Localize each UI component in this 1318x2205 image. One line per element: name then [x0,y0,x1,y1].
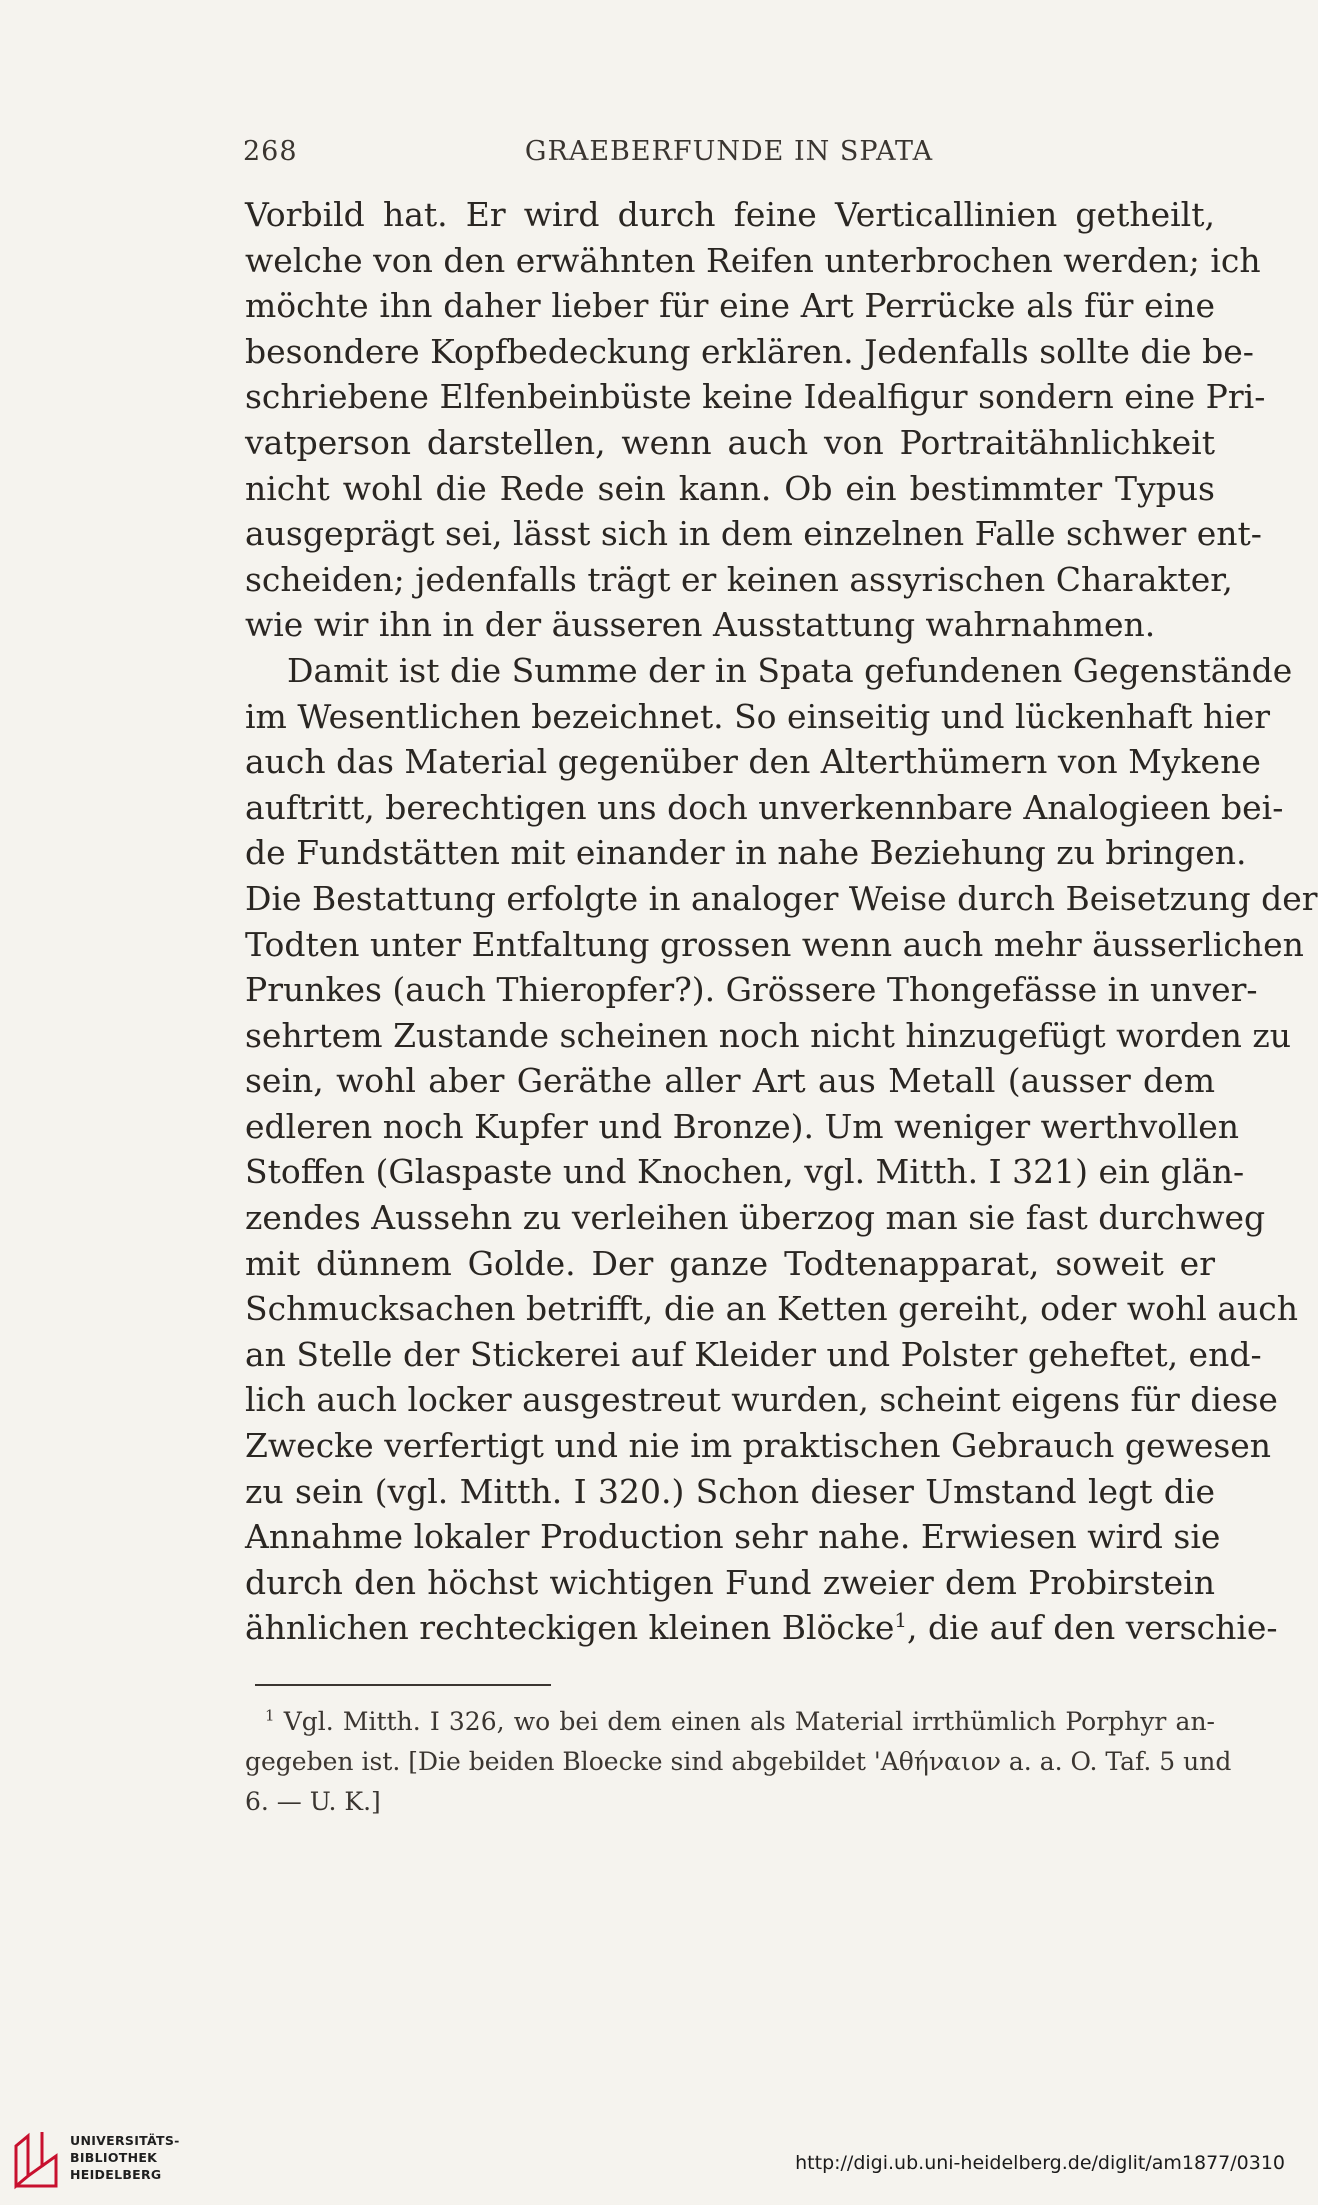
text-line: möchte ihn daher lieber für eine Art Perrücke als für eine [245,286,1215,326]
footnote-line: gegeben ist. [Die beiden Bloecke sind abgebildet 'Αθήναιον a. a. O. Taf. 5 und [245,1747,1232,1776]
library-name [70,2132,180,2183]
library-name-line: UNIVERSITÄTS- [70,2133,180,2148]
text-line: durch den höchst wichtigen Fund zweier dem Probirstein [245,1562,1215,1602]
text-line: zu sein (vgl. Mitth. I 320.) Schon dieser Umstand legt die [245,1471,1215,1511]
footnote-line [245,1702,1215,1742]
text-line: scheiden; jedenfalls trägt er keinen assyrischen Charakter, [245,559,1233,599]
text-line: auftritt, berechtigen uns doch unverkennbare Analogieen bei- [245,787,1284,827]
text-line: an Stelle der Stickerei auf Kleider und Polster geheftet, end- [245,1334,1262,1374]
text-line: Die Bestattung erfolgte in analoger Weise durch Beisetzung der [245,878,1318,918]
text-line: Zwecke verfertigt und nie im praktischen Gebrauch gewesen [245,1426,1272,1466]
text-line: nicht wohl die Rede sein kann. Ob ein bestimmter Typus [245,468,1215,508]
text-line: Vorbild hat. Er wird durch feine Verticallinien getheilt, [245,195,1215,234]
text-line: Prunkes (auch Thieropfer?). Grössere Thongefässe in unver- [245,970,1258,1010]
text-line: schriebene Elfenbeinbüste keine Idealfigur sondern eine Pri- [245,377,1266,417]
text-line: wie wir ihn in der äusseren Ausstattung wahrnahmen. [245,605,1156,645]
text-fragment: , die auf den verschie- [907,1608,1278,1648]
library-name-line: HEIDELBERG [70,2167,162,2182]
page-header [243,136,1215,176]
text-line: Stoffen (Glaspaste und Knochen, vgl. Mitth. I 321) ein glän- [245,1152,1245,1192]
body-text [245,192,1318,1651]
text-line [245,1605,1278,1651]
text-line: edleren noch Kupfer und Bronze). Um weniger werthvollen [245,1106,1240,1146]
text-line: lich auch locker ausgestreut wurden, scheint eigens für diese [245,1380,1278,1420]
text-line: Schmucksachen betrifft, die an Ketten gereiht, oder wohl auch [245,1289,1298,1329]
text-line: Damit ist die Summe der in Spata gefundenen Gegenstände [287,650,1293,690]
running-head: GRAEBERFUNDE IN SPATA [524,136,934,167]
library-logo [12,2128,180,2194]
footnotes [245,1702,1232,1822]
library-name-line: BIBLIOTHEK [70,2150,158,2165]
text-line: Todten unter Entfaltung grossen wenn auch mehr äusserlichen [245,924,1304,964]
text-line: de Fundstätten mit einander in nahe Beziehung zu bringen. [245,833,1247,873]
text-line: auch das Material gegenüber den Alterthümern von Mykene [245,742,1261,782]
footnote-line: 6. — U. K.] [245,1787,381,1816]
text-fragment: ähnlichen rechteckigen kleinen Blöcke [245,1608,895,1648]
library-logo-icon [12,2128,60,2190]
text-line: mit dünnem Golde. Der ganze Todtenapparat, soweit er [245,1243,1215,1283]
text-line: besondere Kopfbedeckung erklären. Jedenfalls sollte die be- [245,331,1254,371]
text-line: vatperson darstellen, wenn auch von Portraitähnlichkeit [245,422,1215,462]
footnote-rule [255,1684,551,1686]
text-line: sein, wohl aber Geräthe aller Art aus Metall (ausser dem [245,1061,1215,1101]
text-line: im Wesentlichen bezeichnet. So einseitig und lückenhaft hier [245,696,1271,736]
footnote-ref[interactable]: 1 [894,1609,907,1633]
source-url[interactable]: http://digi.ub.uni-heidelberg.de/diglit/am1877/0310 [795,2152,1285,2174]
footnote-text: Vgl. Mitth. I 326, wo bei dem einen als Material irrthümlich Porphyr an- [283,1707,1215,1736]
page-number: 268 [243,136,298,167]
footnote-marker: 1 [265,1706,275,1725]
text-line: welche von den erwähnten Reifen unterbrochen werden; ich [245,240,1261,280]
text-line: sehrtem Zustande scheinen noch nicht hinzugefügt worden zu [245,1015,1292,1055]
text-line: zendes Aussehn zu verleihen überzog man sie fast durchweg [245,1198,1266,1238]
text-line: Annahme lokaler Production sehr nahe. Erwiesen wird sie [245,1517,1221,1557]
text-line: ausgeprägt sei, lässt sich in dem einzelnen Falle schwer ent- [245,514,1262,554]
